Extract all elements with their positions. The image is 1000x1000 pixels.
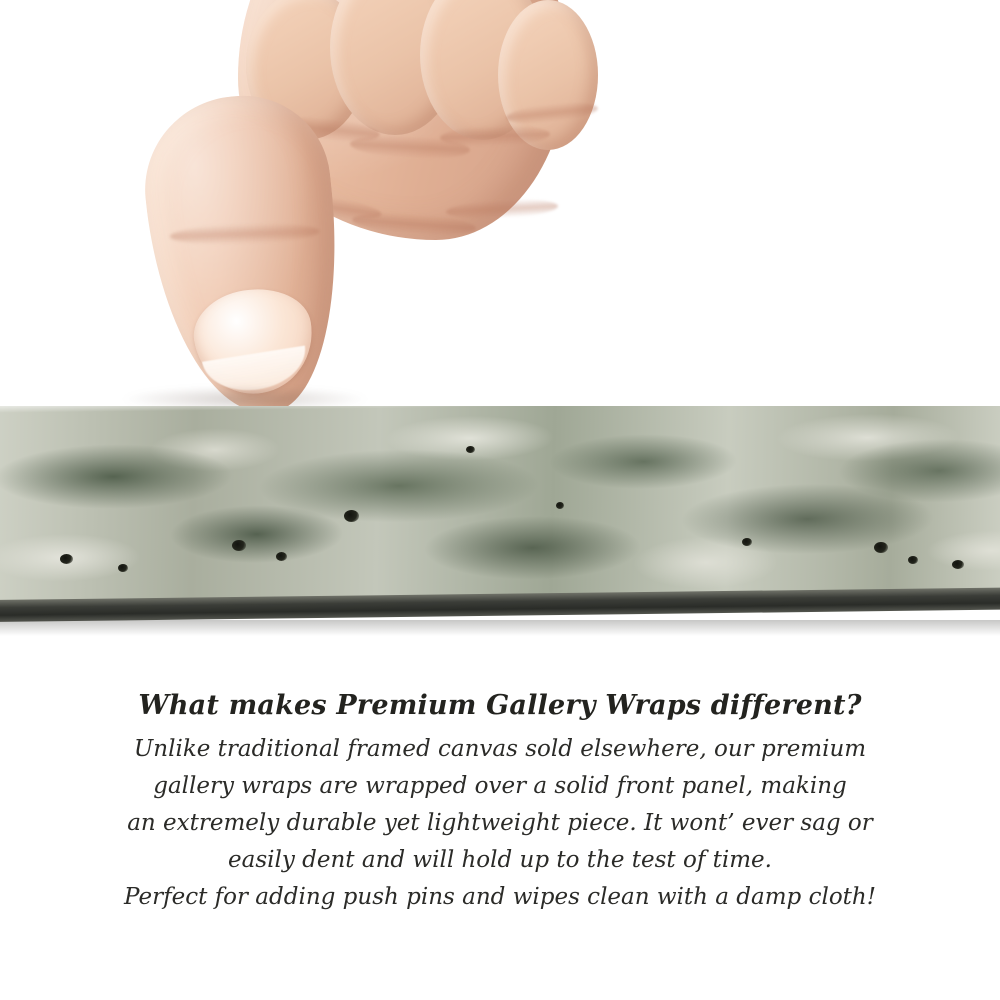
texture-speck <box>344 510 359 522</box>
texture-speck <box>908 556 918 564</box>
texture-speck <box>466 446 475 453</box>
caption-line-4: easily dent and will hold up to the test of time. <box>228 847 772 873</box>
hand-photo-region <box>0 0 1000 410</box>
texture-speck <box>874 542 888 553</box>
caption-line-3: an extremely durable yet lightweight piece. It wont’ ever sag or <box>127 810 873 836</box>
texture-speck <box>118 564 128 572</box>
texture-speck <box>742 538 752 546</box>
texture-speck <box>60 554 73 564</box>
finger-crease <box>169 221 320 246</box>
texture-speck <box>232 540 246 551</box>
texture-speck <box>952 560 964 569</box>
texture-speck <box>276 552 287 561</box>
canvas-edge-strip <box>0 406 1000 628</box>
canvas-drop-shadow <box>0 620 1000 636</box>
caption-title: What makes Premium Gallery Wraps different? <box>138 690 862 721</box>
caption-line-5: Perfect for adding push pins and wipes clean with a damp cloth! <box>124 884 876 910</box>
canvas-artwork-texture <box>0 406 1000 618</box>
caption-block <box>0 690 1000 916</box>
caption-line-2: gallery wraps are wrapped over a solid front panel, making <box>153 773 847 799</box>
texture-speck <box>556 502 564 509</box>
caption-line-1: Unlike traditional framed canvas sold elsewhere, our premium <box>133 736 867 762</box>
